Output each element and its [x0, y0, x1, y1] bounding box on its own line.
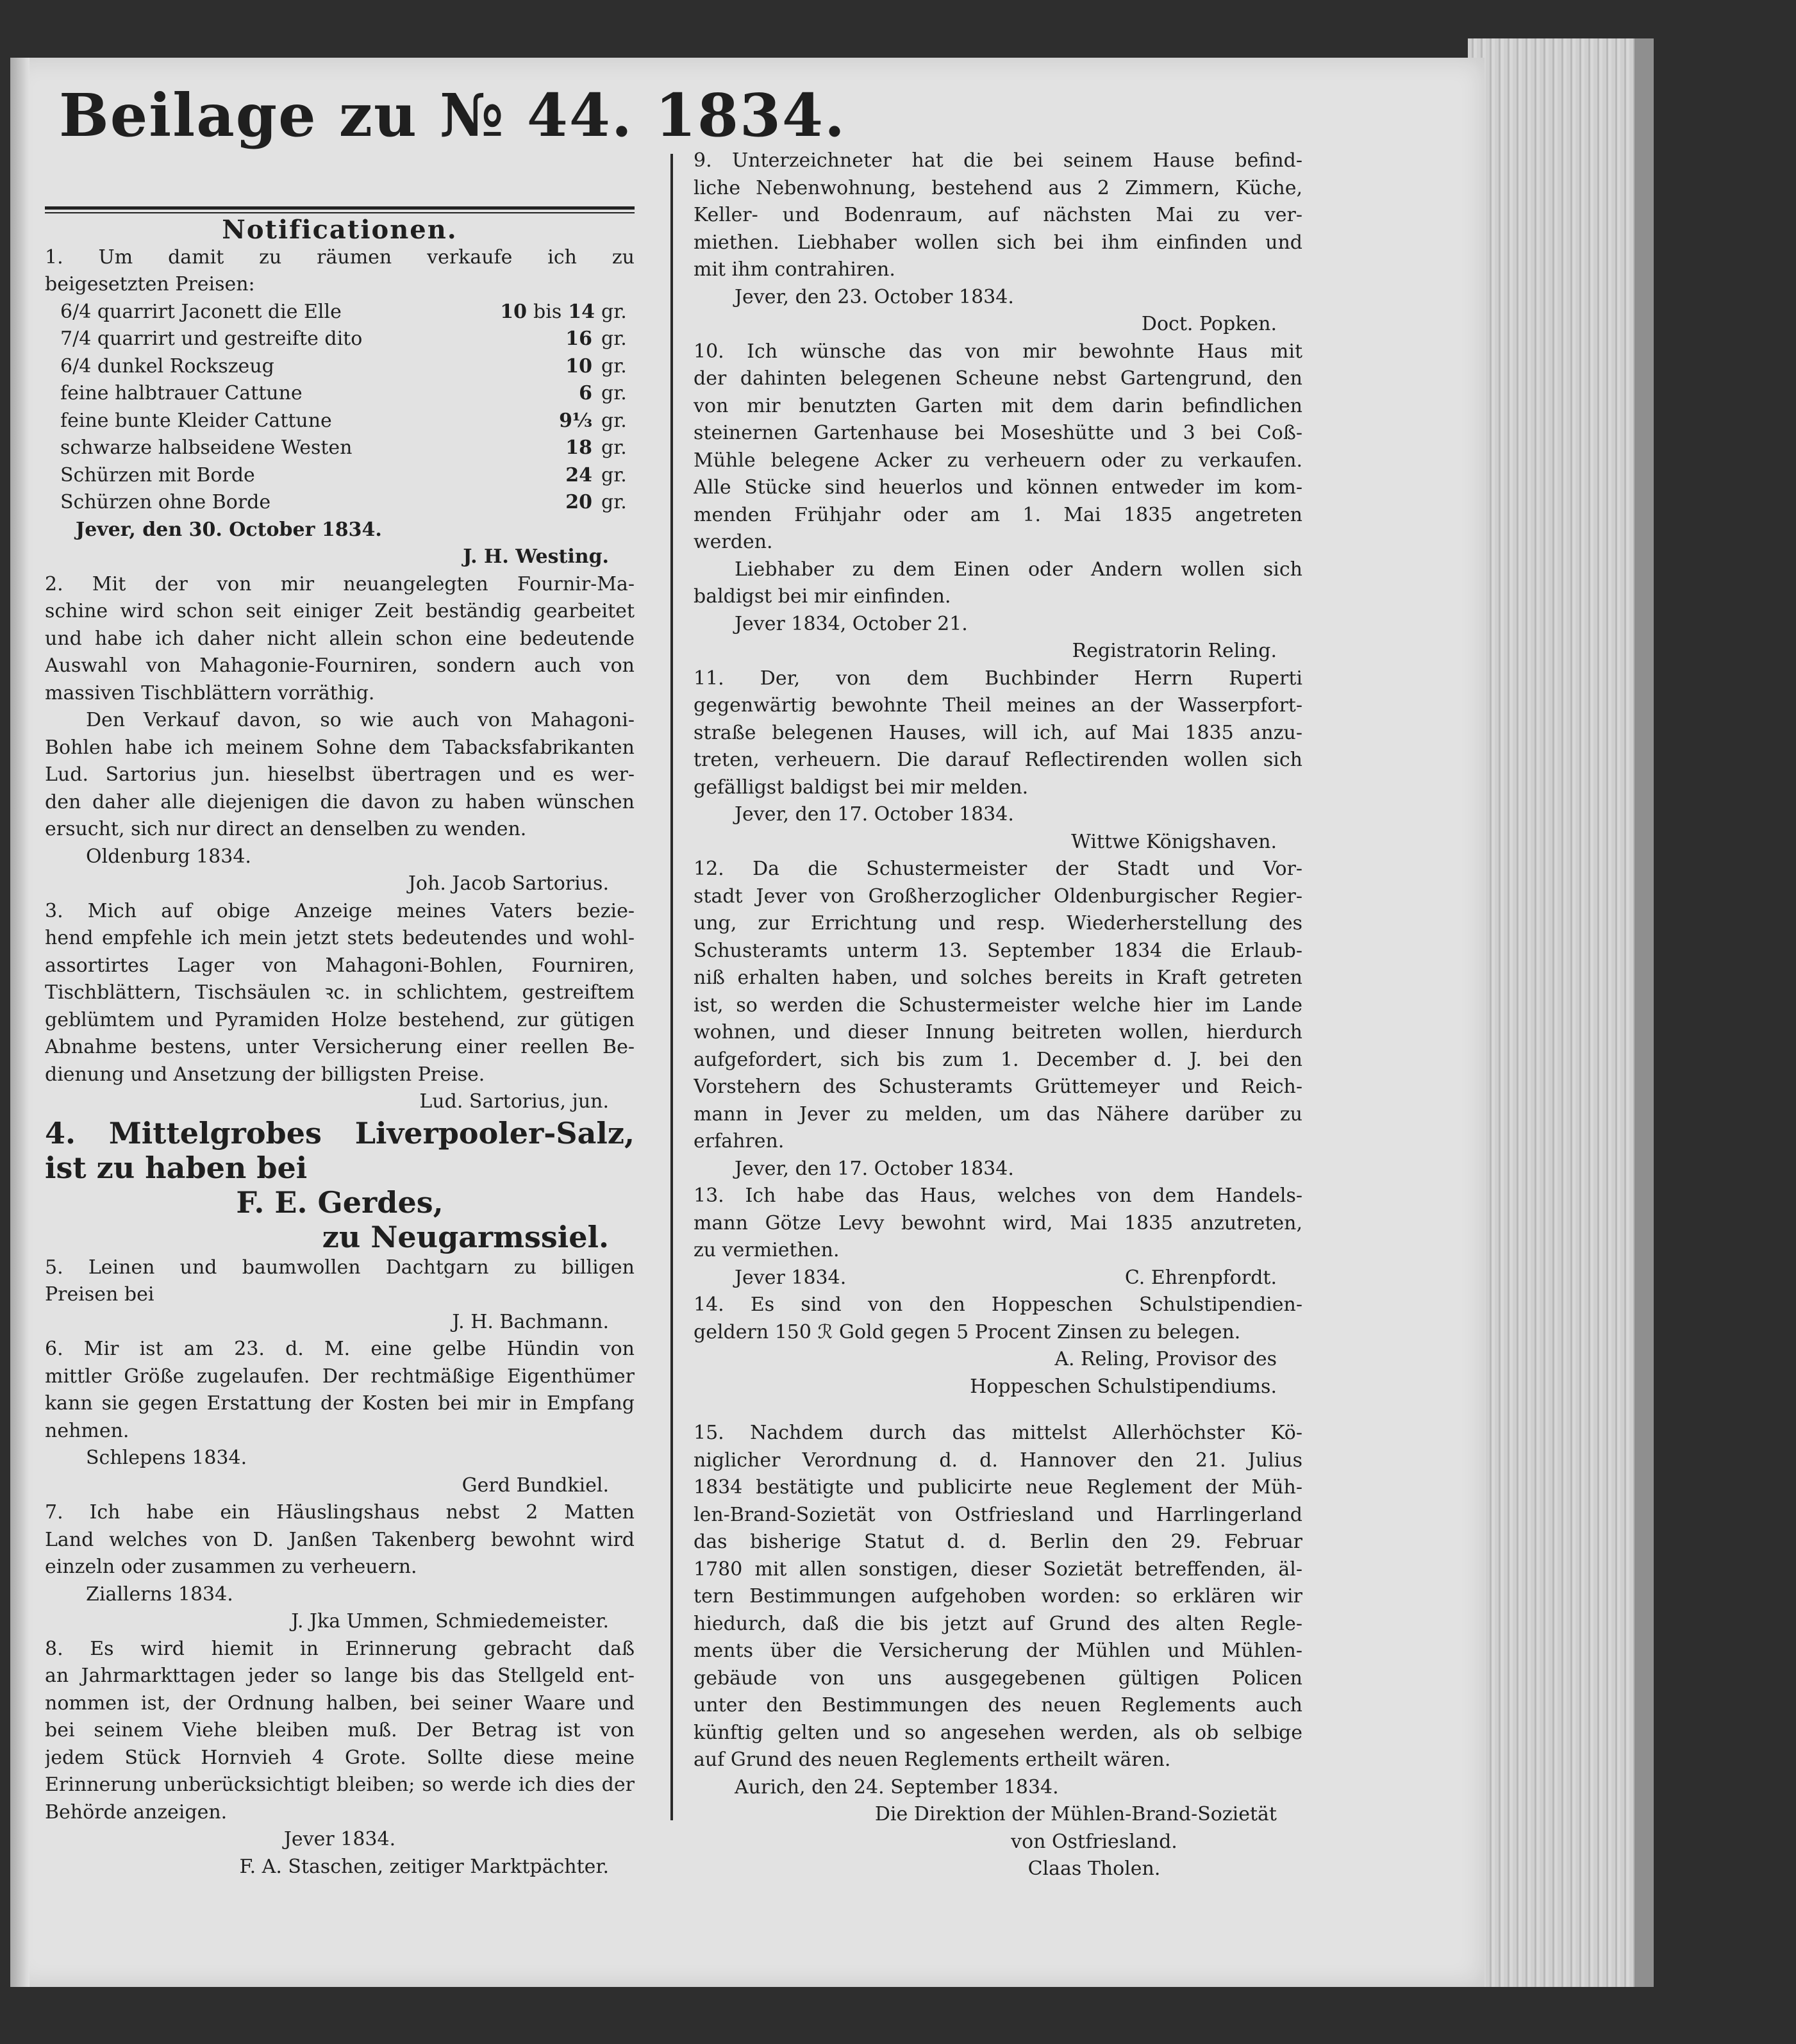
- notice-14-line: geldern 150 ℛ Gold gegen 5 Procent Zinsen zu belegen.: [694, 1320, 1241, 1343]
- notice-10-line: von mir benutzten Garten mit dem darin befindlichen: [694, 394, 1302, 417]
- notice-signature: Die Direktion der Mühlen-Brand-Sozietät: [874, 1803, 1277, 1825]
- notice-15-line: tern Bestimmungen aufgehoben worden: so erklären wir: [694, 1585, 1302, 1608]
- notice-10-line: baldigst bei mir einfinden.: [694, 585, 951, 608]
- left-column: [45, 217, 635, 1881]
- notice-8-line: Behörde anzeigen.: [45, 1800, 228, 1824]
- notice-3-line: Abnahme bestens, unter Versicherung einer reellen Be-: [45, 1036, 635, 1058]
- notice-1-line: beigesetzten Preisen:: [45, 273, 255, 295]
- notice-7-line: Land welches von D. Janßen Takenberg bewohnt wird: [45, 1528, 635, 1551]
- price-row: [45, 353, 635, 381]
- notice-12-line: erfahren.: [694, 1130, 785, 1152]
- notice-11-line: straße belegenen Hauses, will ich, auf Mai 1835 anzu-: [694, 721, 1302, 744]
- notice-8-line: an Jahrmarkttagen jeder so lange bis das Stellgeld ent-: [45, 1665, 635, 1687]
- notice-9-line: 9. Unterzeichneter hat die bei seinem Hause befind-: [694, 149, 1302, 172]
- notice-signature: Registratorin Reling.: [1072, 640, 1277, 662]
- notice-signature: Hoppeschen Schulstipendiums.: [970, 1375, 1277, 1398]
- price-unit: gr.: [601, 382, 627, 404]
- notice-15-line: auf Grund des neuen Reglements ertheilt wären.: [694, 1749, 1171, 1771]
- notice-12-line: Schusteramts unterm 13. September 1834 die Erlaub-: [694, 939, 1302, 962]
- book-page-edges: [1468, 38, 1654, 1987]
- notice-8-line: Erinnerung unberücksichtigt bleiben; so werde ich dies der: [45, 1774, 635, 1796]
- notice-9-line: Keller- und Bodenraum, auf nächsten Mai zu ver-: [694, 204, 1302, 226]
- notice-8-line: jedem Stück Hornvieh 4 Grote. Sollte diese meine: [45, 1746, 635, 1769]
- notice-2-line: den daher alle diejenigen die davon zu haben wünschen: [45, 790, 635, 813]
- notice-2-line: Auswahl von Mahagonie-Fourniren, sondern auch von: [45, 654, 635, 677]
- item-desc: schwarze halbseidene Westen: [60, 436, 353, 459]
- notice-3-line: Tischblättern, Tischsäulen ꝛc. in schlichtem, gestreiftem: [45, 981, 635, 1004]
- notice-2-line: Den Verkauf davon, so wie auch von Mahagoni-: [86, 709, 635, 731]
- spacer: [694, 1400, 1302, 1420]
- notice-8-line: 8. Es wird hiemit in Erinnerung gebracht daß: [45, 1637, 635, 1660]
- notice-date: Jever, den 30. October 1834.: [76, 518, 382, 541]
- notice-2-line: 2. Mit der von mir neuangelegten Fournir-Ma-: [45, 572, 635, 595]
- notice-8-line: nommen ist, der Ordnung halben, bei seiner Waare und: [45, 1691, 635, 1715]
- notice-10-line: Mühle belegene Acker zu verheuern oder zu verkaufen.: [694, 449, 1302, 472]
- notice-place: Ziallerns 1834.: [86, 1583, 233, 1606]
- notice-date: Jever, den 17. October 1834.: [735, 1157, 1014, 1180]
- price-bis: bis: [533, 300, 562, 323]
- notice-10-line: Alle Stücke sind heuerlos und können entweder im kom-: [694, 476, 1302, 499]
- notice-6-line: mittler Größe zugelaufen. Der rechtmäßige Eigenthümer: [45, 1365, 635, 1388]
- price: 20: [565, 491, 592, 513]
- price-unit: gr.: [601, 436, 627, 459]
- notice-signature: von Ostfriesland.: [1011, 1830, 1177, 1853]
- notice-6-line: kann sie gegen Erstattung der Kosten bei mir in Empfang: [45, 1392, 635, 1415]
- notice-12-line: aufgefordert, sich bis zum 1. December d. J. bei den: [694, 1048, 1302, 1071]
- notice-15-line: gebäude von uns ausgegebenen gültigen Policen: [694, 1666, 1302, 1690]
- notice-3-line: assortirtes Lager von Mahagoni-Bohlen, Fourniren,: [45, 954, 635, 977]
- notice-signature: Doct. Popken.: [1141, 313, 1277, 335]
- notice-15-line: 1780 mit allen sonstigen, dieser Sozietät betreffenden, äl-: [694, 1558, 1302, 1581]
- notice-date: Jever, den 17. October 1834.: [735, 803, 1014, 826]
- notice-12-line: niß erhalten haben, und solches bereits in Kraft getreten: [694, 967, 1302, 989]
- notice-14-line: 14. Es sind von den Hoppeschen Schulstipendien-: [694, 1293, 1302, 1316]
- notice-4-place: zu Neugarmssiel.: [322, 1219, 609, 1254]
- notice-signature: Claas Tholen.: [1027, 1857, 1161, 1880]
- notice-date: Jever, den 23. October 1834.: [735, 285, 1014, 308]
- section-heading: Notificationen.: [222, 217, 458, 244]
- notice-15-line: 1834 bestätigte und publicirte neue Reglement der Müh-: [694, 1476, 1302, 1499]
- notice-date: Jever 1834, October 21.: [735, 612, 968, 635]
- price: 24: [565, 463, 592, 486]
- notice-13-line: 13. Ich habe das Haus, welches von dem Handels-: [694, 1184, 1302, 1207]
- notice-10-line: der dahinten belegenen Scheune nebst Gartengrund, den: [694, 367, 1302, 390]
- notice-10-line: Liebhaber zu dem Einen oder Andern wollen sich: [735, 558, 1302, 581]
- notice-3-line: 3. Mich auf obige Anzeige meines Vaters bezie-: [45, 899, 635, 922]
- notice-4-headline: ist zu haben bei: [45, 1150, 308, 1185]
- notice-12-line: ist, so werden die Schustermeister welche hier im Lande: [694, 993, 1302, 1017]
- notice-15-line: 15. Nachdem durch das mittelst Allerhöchster Kö-: [694, 1422, 1302, 1444]
- item-desc: Schürzen ohne Borde: [60, 491, 271, 513]
- right-column: [694, 147, 1302, 1883]
- notice-3-line: geblümtem und Pyramiden Holze bestehend, zur gütigen: [45, 1008, 635, 1031]
- notice-2-line: ersucht, sich nur direct an denselben zu wenden.: [45, 818, 527, 840]
- notice-12-line: mann in Jever zu melden, um das Nähere darüber zu: [694, 1102, 1302, 1126]
- notice-signature: Gerd Bundkiel.: [461, 1474, 609, 1497]
- price-unit: gr.: [601, 463, 627, 486]
- notice-13-line: mann Götze Levy bewohnt wird, Mai 1835 anzutreten,: [694, 1211, 1302, 1234]
- price: 10: [565, 354, 592, 378]
- notice-place: Schlepens 1834.: [86, 1447, 247, 1469]
- notice-9-line: mit ihm contrahiren.: [694, 258, 895, 281]
- notice-2-line: Bohlen habe ich meinem Sohne dem Tabacksfabrikanten: [45, 736, 635, 759]
- item-desc: 6/4 quarrirt Jaconett die Elle: [60, 300, 342, 323]
- notice-2-line: und habe ich daher nicht allein schon eine bedeutende: [45, 627, 635, 650]
- notice-15-line: niglicher Verordnung d. d. Hannover den 21. Julius: [694, 1449, 1302, 1472]
- notice-place: Jever 1834.: [283, 1828, 396, 1850]
- price-row: [45, 462, 635, 490]
- price-row: [45, 380, 635, 408]
- notice-8-line: bei seinem Viehe bleiben muß. Der Betrag ist von: [45, 1719, 635, 1741]
- price-unit: gr.: [601, 354, 627, 378]
- notice-10-line: 10. Ich wünsche das von mir bewohnte Haus mit: [694, 340, 1302, 363]
- item-desc: 6/4 dunkel Rockszeug: [60, 354, 274, 378]
- price-from: 10: [500, 300, 528, 323]
- notice-15-line: len-Brand-Sozietät von Ostfriesland und Harrlingerland: [694, 1503, 1302, 1526]
- price: 9⅓: [559, 409, 592, 432]
- notice-11-line: treten, verheuern. Die darauf Reflectirenden wollen sich: [694, 749, 1302, 771]
- notice-3-line: dienung und Ansetzung der billigsten Preise.: [45, 1063, 485, 1086]
- notice-2-line: Lud. Sartorius jun. hieselbst übertragen und es wer-: [45, 763, 635, 786]
- notice-signature: A. Reling, Provisor des: [1054, 1348, 1277, 1370]
- notice-4-headline: 4. Mittelgrobes Liverpooler-Salz,: [45, 1115, 635, 1151]
- price: 18: [565, 436, 592, 459]
- item-desc: feine halbtrauer Cattune: [60, 382, 303, 404]
- notice-1-line: 1. Um damit zu räumen verkaufe ich zu: [45, 245, 635, 269]
- notice-place: Jever 1834.: [735, 1266, 847, 1289]
- notice-7-line: 7. Ich habe ein Häuslingshaus nebst 2 Matten: [45, 1501, 635, 1524]
- item-desc: Schürzen mit Borde: [60, 463, 255, 486]
- notice-signature: Joh. Jacob Sartorius.: [408, 872, 609, 895]
- notice-3-line: hend empfehle ich mein jetzt stets bedeutendes und wohl-: [45, 927, 635, 949]
- price-unit: gr.: [601, 409, 627, 432]
- notice-10-line: steinernen Gartenhause bei Moseshütte und 3 bei Coß-: [694, 422, 1302, 444]
- notice-15-line: unter den Bestimmungen des neuen Reglements auch: [694, 1694, 1302, 1716]
- notice-11-line: 11. Der, von dem Buchbinder Herrn Ruperti: [694, 667, 1302, 690]
- notice-signature: Wittwe Königshaven.: [1071, 830, 1277, 853]
- notice-10-line: menden Frühjahr oder am 1. Mai 1835 angetreten: [694, 503, 1302, 526]
- notice-10-line: werden.: [694, 531, 773, 553]
- notice-7-line: einzeln oder zusammen zu verheuern.: [45, 1556, 417, 1578]
- notice-15-line: das bisherige Statut d. d. Berlin den 29. Februar: [694, 1531, 1302, 1553]
- notice-2-line: schine wird schon seit einiger Zeit beständig gearbeitet: [45, 600, 635, 622]
- notice-12-line: Vorstehern des Schusteramts Grüttemeyer und Reich-: [694, 1076, 1302, 1098]
- price-to: 14: [568, 300, 595, 323]
- price-row: [45, 435, 635, 462]
- price-row: [45, 408, 635, 435]
- item-desc: 7/4 quarrirt und gestreifte dito: [60, 328, 363, 350]
- notice-12-line: wohnen, und dieser Innung beitreten wollen, hierdurch: [694, 1021, 1302, 1043]
- notice-12-line: stadt Jever von Großherzoglicher Oldenburgischer Regier-: [694, 885, 1302, 908]
- notice-date: Aurich, den 24. September 1834.: [735, 1775, 1059, 1799]
- notice-12-line: ung, zur Errichtung und resp. Wiederherstellung des: [694, 912, 1302, 935]
- item-desc: feine bunte Kleider Cattune: [60, 409, 332, 432]
- notice-signature: J. H. Bachmann.: [452, 1310, 609, 1333]
- notice-signature: J. Jka Ummen, Schmiedemeister.: [291, 1610, 609, 1633]
- price-row: [45, 299, 635, 326]
- notice-place: Oldenburg 1834.: [86, 845, 251, 868]
- notice-2-line: massiven Tischblättern vorräthig.: [45, 681, 375, 704]
- notice-13-line: zu vermiethen.: [694, 1239, 840, 1261]
- notice-6-line: 6. Mir ist am 23. d. M. eine gelbe Hündin von: [45, 1338, 635, 1360]
- gutter-shadow: [10, 58, 29, 1987]
- notice-5-line: Preisen bei: [45, 1283, 154, 1306]
- notice-11-line: gefälligst baldigst bei mir melden.: [694, 776, 1029, 799]
- notice-12-line: 12. Da die Schustermeister der Stadt und Vor-: [694, 858, 1302, 880]
- price-unit: gr.: [601, 300, 627, 323]
- notice-15-line: künftig gelten und so angesehen werden, als ob selbige: [694, 1721, 1302, 1744]
- notice-15-line: ments über die Versicherung der Mühlen und Mühlen-: [694, 1640, 1302, 1662]
- price-row: [45, 489, 635, 517]
- notice-6-line: nehmen.: [45, 1419, 129, 1442]
- price: 6: [579, 382, 592, 404]
- price: 16: [565, 328, 592, 350]
- notice-9-line: miethen. Liebhaber wollen sich bei ihm einfinden und: [694, 231, 1302, 254]
- notice-signature: J. H. Westing.: [463, 545, 609, 568]
- price-unit: gr.: [601, 491, 627, 513]
- price-unit: gr.: [601, 328, 627, 350]
- notice-signature: C. Ehrenpfordt.: [1124, 1266, 1277, 1289]
- notice-5-line: 5. Leinen und baumwollen Dachtgarn zu billigen: [45, 1256, 635, 1279]
- price-row: [45, 326, 635, 353]
- header-rule: [45, 206, 635, 213]
- notice-4-name: F. E. Gerdes,: [236, 1184, 444, 1220]
- column-divider: [670, 154, 673, 1820]
- notice-signature: Lud. Sartorius, jun.: [419, 1090, 609, 1113]
- notice-11-line: gegenwärtig bewohnte Theil meines an der Wasserpfort-: [694, 694, 1302, 717]
- notice-9-line: liche Nebenwohnung, bestehend aus 2 Zimmern, Küche,: [694, 176, 1302, 199]
- notice-15-line: hiedurch, daß die bis jetzt auf Grund des alten Regle-: [694, 1612, 1302, 1635]
- page-title: Beilage zu № 44. 1834.: [59, 81, 847, 150]
- notice-signature: F. A. Staschen, zeitiger Marktpächter.: [239, 1855, 609, 1878]
- notice-13-footer: [694, 1265, 1302, 1292]
